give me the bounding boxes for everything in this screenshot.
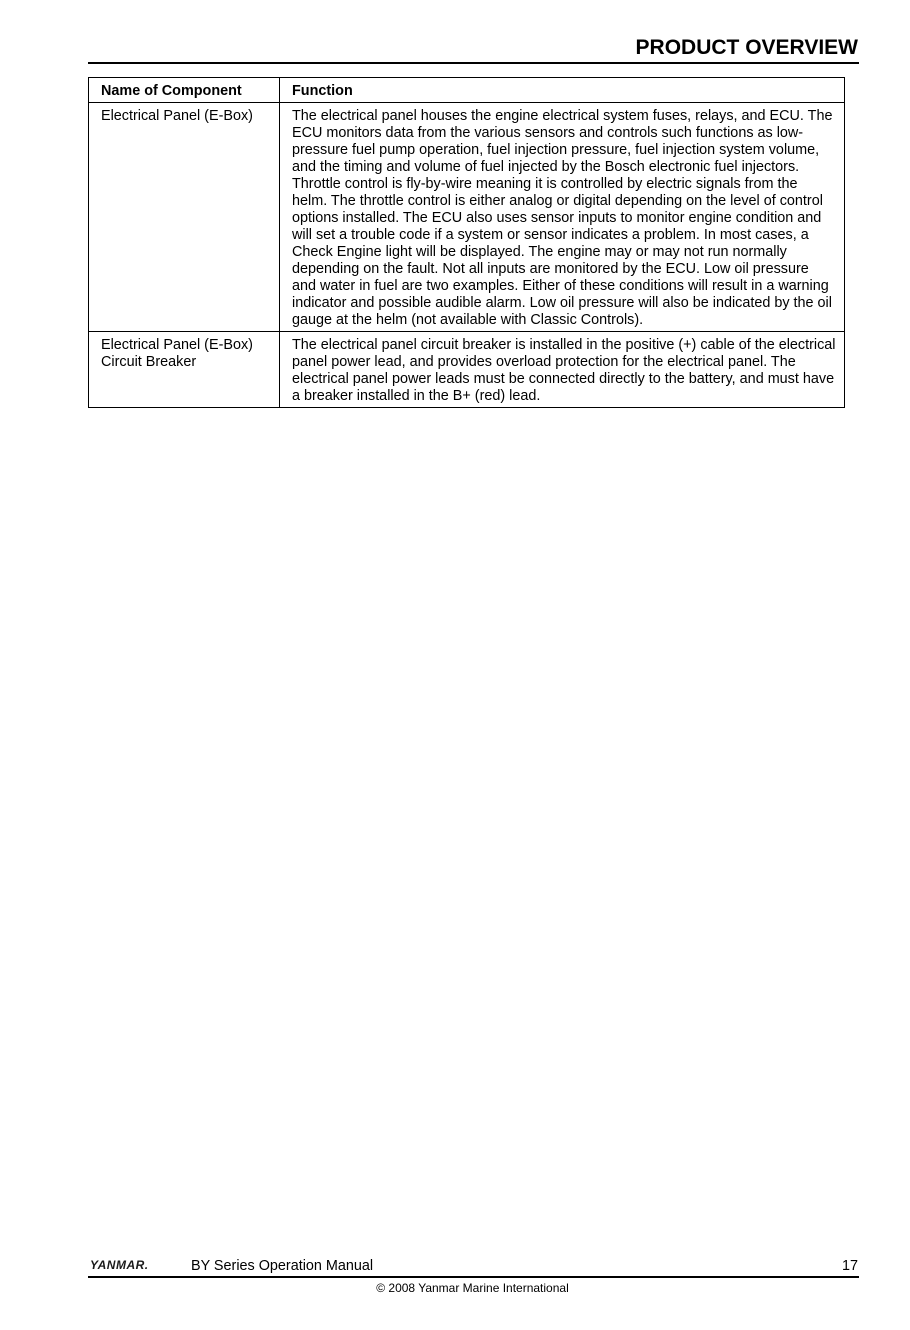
component-name-cell: [89, 332, 280, 408]
page-header-title: PRODUCT OVERVIEW: [635, 36, 858, 59]
yanmar-logo: YANMAR.: [90, 1258, 149, 1272]
component-name: Electrical Panel (E-Box): [101, 337, 253, 353]
column-header-name: Name of Component: [89, 78, 280, 103]
component-name-continued: Circuit Breaker: [101, 354, 197, 370]
component-table: [88, 77, 845, 408]
copyright-notice: © 2008 Yanmar Marine International: [376, 1281, 569, 1295]
column-header-function: Function: [280, 78, 845, 103]
component-name-cell: [89, 103, 280, 332]
footer-divider: [88, 1276, 859, 1278]
table-row: [89, 103, 845, 332]
header-divider: [88, 62, 859, 64]
component-name: Electrical Panel (E-Box): [101, 108, 253, 124]
component-function-cell: The electrical panel circuit breaker is installed in the positive (+) cable of the electrical panel power lead, and provides overload protection for the electrical panel. The electrical panel power leads must be connected directly to the battery, and must have a breaker installed in the B+ (red) lead.: [280, 332, 845, 408]
component-function-cell: The electrical panel houses the engine electrical system fuses, relays, and ECU. The ECU monitors data from the various sensors and controls such functions as low-pressure fuel pump operation, fuel injection pressure, fuel injection system volume, and the timing and volume of fuel injected by the Bosch electronic fuel injectors. Throttle control is fly-by-wire meaning it is controlled by electric signals from the helm. The throttle control is either analog or digital depending on the level of control options installed. The ECU also uses sensor inputs to monitor engine condition and will set a trouble code if a system or sensor indicates a problem. In most cases, a Check Engine light will be displayed. The engine may or may not run normally depending on the fault. Not all inputs are monitored by the ECU. Low oil pressure and water in fuel are two examples. Either of these conditions will result in a warning indicator and possible audible alarm. Low oil pressure will also be indicated by the oil gauge at the helm (not available with Classic Controls).: [280, 103, 845, 332]
table-header-row: [89, 78, 845, 103]
manual-title: BY Series Operation Manual: [191, 1258, 374, 1274]
page-number: 17: [841, 1258, 858, 1274]
table-row: [89, 332, 845, 408]
